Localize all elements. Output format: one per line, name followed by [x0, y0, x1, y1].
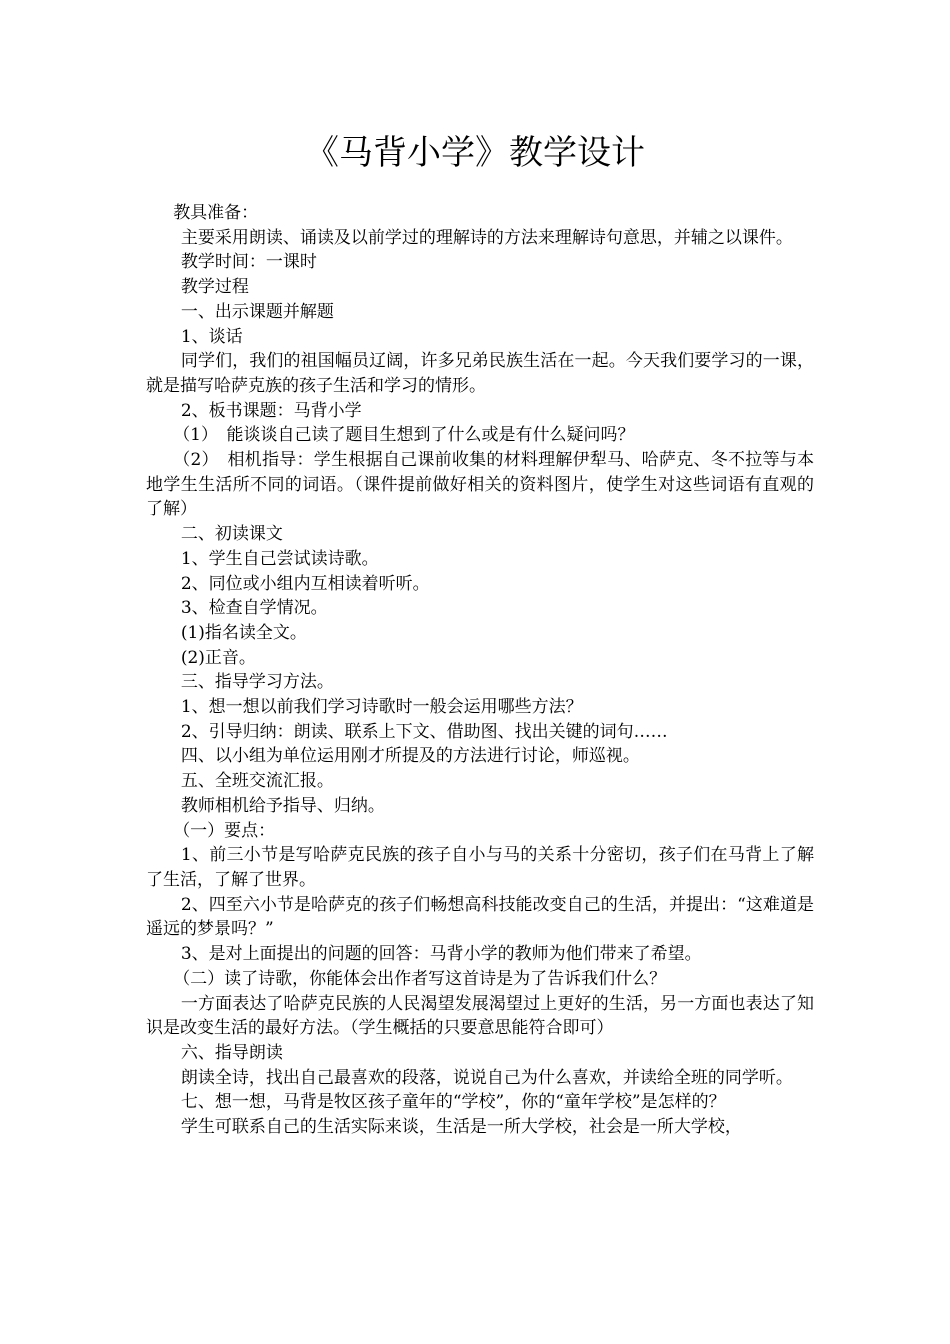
paragraph: (2)正音。 — [180, 647, 256, 668]
paragraph: 3、是对上面提出的问题的回答：马背小学的教师为他们带来了希望。 — [180, 944, 702, 965]
paragraph: 1、学生自己尝试读诗歌。 — [180, 548, 379, 569]
paragraph: 2、板书课题：马背小学 — [180, 400, 362, 421]
paragraph: 七、想一想，马背是牧区孩子童年的“学校”，你的“童年学校”是怎样的？ — [180, 1092, 726, 1113]
paragraph: 一、出示课题并解题 — [180, 301, 334, 322]
paragraph: 1、前三小节是写哈萨克民族的孩子自小与马的关系十分密切，孩子们在马背上了解了生活，了解了世界。 — [146, 845, 814, 890]
document-body — [146, 201, 814, 1140]
paragraph: 三、指导学习方法。 — [180, 672, 334, 693]
paragraph: 一方面表达了哈萨克民族的人民渴望发展渴望过上更好的生活，另一方面也表达了知识是改变生活的最好方法。（学生概括的只要意思能符合即可） — [146, 993, 814, 1039]
paragraph: 主要采用朗读、诵读及以前学过的理解诗的方法来理解诗句意思，并辅之以课件。 — [180, 227, 793, 248]
paragraph: 教师相机给予指导、归纳。 — [180, 795, 385, 816]
paragraph: 1、谈话 — [180, 326, 243, 347]
paragraph: 2、同位或小组内互相读着听听。 — [180, 573, 430, 594]
paragraph: 同学们，我们的祖国幅员辽阔，许多兄弟民族生活在一起。今天我们要学习的一课，就是描写哈萨克族的孩子生活和学习的情形。 — [146, 351, 814, 396]
paragraph: 学生可联系自己的生活实际来谈，生活是一所大学校，社会是一所大学校， — [180, 1117, 742, 1138]
paragraph: （一）要点： — [173, 820, 276, 841]
paragraph: 教学时间：一课时 — [180, 252, 317, 273]
paragraph: 1、想一想以前我们学习诗歌时一般会运用哪些方法？ — [180, 697, 583, 718]
paragraph: 五、全班交流汇报。 — [180, 771, 334, 792]
paragraph: 二、初读课文 — [180, 524, 283, 545]
paragraph: (1)指名读全文。 — [180, 622, 307, 643]
paragraph: （2） 相机指导：学生根据自己课前收集的材料理解伊犁马、哈萨克、冬不拉等与本地学生生活所不同的词语。（课件提前做好相关的资料图片，使学生对这些词语有直观的了解） — [146, 450, 814, 520]
paragraph: 教学过程 — [180, 277, 249, 298]
paragraph: 教具准备： — [173, 203, 259, 223]
paragraph: 朗读全诗，找出自己最喜欢的段落，说说自己为什么喜欢，并读给全班的同学听。 — [180, 1067, 793, 1088]
paragraph: 2、四至六小节是哈萨克的孩子们畅想高科技能改变自己的生活，并提出：“这难道是遥远的梦景吗？” — [146, 894, 814, 940]
paragraph: 六、指导朗读 — [180, 1042, 283, 1063]
paragraph: （1） 能谈谈自己读了题目生想到了什么或是有什么疑问吗？ — [173, 425, 635, 446]
paragraph: 四、以小组为单位运用刚才所提及的方法进行讨论，师巡视。 — [180, 746, 640, 767]
document-title: 《马背小学》教学设计 — [305, 133, 645, 173]
paragraph: 3、检查自学情况。 — [180, 598, 328, 619]
paragraph: 2、引导归纳：朗读、联系上下文、借助图、找出关键的词句…… — [180, 721, 668, 742]
paragraph: （二）读了诗歌，你能体会出作者写这首诗是为了告诉我们什么？ — [173, 968, 667, 989]
